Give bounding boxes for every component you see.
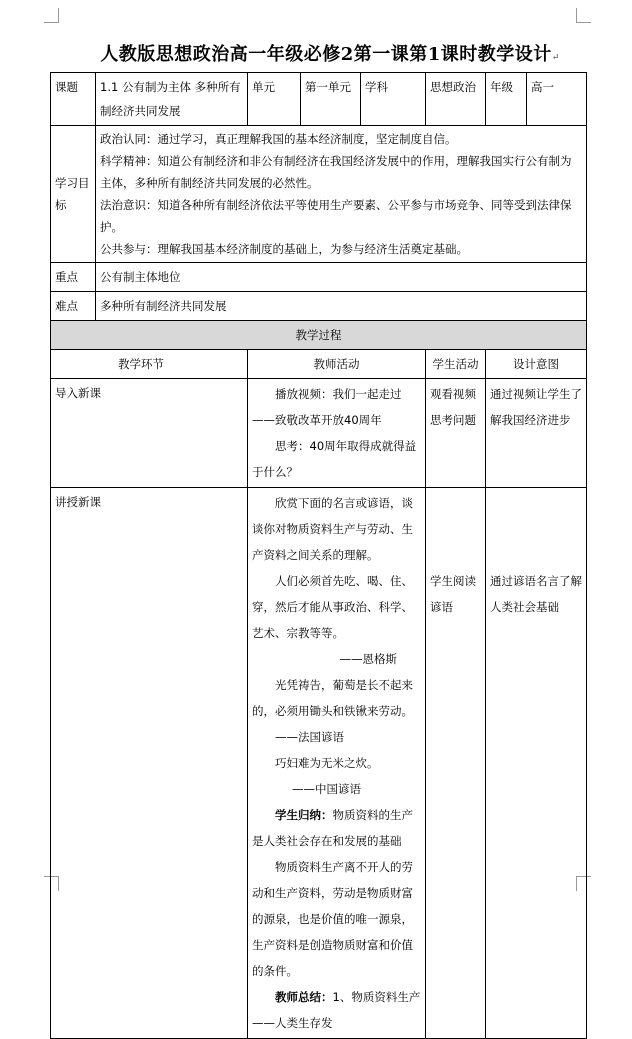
new-student [426,488,486,1039]
new-teacher-p2: 人们必须首先吃、喝、住、穿，然后才能从事政治、科学、艺术、宗教等等。 [252,574,413,640]
new-teacher-p4-src: ——中国谚语 [292,782,361,796]
grade-value: 高一 [527,73,587,126]
new-teacher-p7: 教师总结：1、物质资料生产——人类生存发 [252,990,421,1030]
objectives-content [96,126,587,263]
objectives-row [51,126,587,263]
col-header-teacher: 教师活动 [248,350,426,379]
new-teacher-p3: 光凭祷告，葡萄是长不起来的，必须用锄头和铁锹来劳动。 [252,678,413,718]
lesson-plan-table [50,72,587,1039]
new-student-item: 学生阅读谚语 [430,574,476,614]
new-intent [486,488,587,1039]
col-header-intent: 设计意图 [486,350,587,379]
intro-student-item: 思考问题 [430,413,476,427]
topic-value: 1.1 公有制为主体 多种所有制经济共同发展 [96,73,248,126]
intro-teacher [248,379,426,488]
objective-item: 政治认同：通过学习，真正理解我国的基本经济制度，坚定制度自信。 [100,132,457,146]
difficulty-value: 多种所有制经济共同发展 [96,292,587,321]
objective-item: 公共参与：理解我国基本经济制度的基础上，为参与经济生活奠定基础。 [100,242,468,256]
new-lesson-row [51,488,587,1039]
new-teacher-p1: 欣赏下面的名言或谚语，谈谈你对物质资料生产与劳动、生产资料之间关系的理解。 [252,496,413,562]
new-stage-label: 讲授新课 [55,495,101,509]
new-stage [51,488,248,1039]
intro-stage [51,379,248,488]
intro-student [426,379,486,488]
intro-row [51,379,587,488]
objectives-label: 学习目标 [51,126,96,263]
objective-item: 科学精神：知道公有制经济和非公有制经济在我国经济发展中的作用，理解我国实行公有制为主体，多种所有制经济共同发展的必然性。 [100,154,572,190]
objective-item: 法治意识：知道各种所有制经济依法平等使用生产要素、公平参与市场竞争、同等受到法律保护。 [100,198,572,234]
new-intent-text: 通过谚语名言了解人类社会基础 [490,574,582,614]
key-point-label: 重点 [51,263,96,292]
topic-label: 课题 [51,73,96,126]
intro-stage-label: 导入新课 [55,386,101,400]
process-header-row [51,321,587,350]
corner-mark-tl [44,8,59,23]
new-teacher-p2-src: ——恩格斯 [339,652,397,666]
intro-teacher-p1: 播放视频：我们一起走过——致敬改革开放40周年 [252,387,402,427]
new-teacher-p4: 巧妇难为无米之炊。 [275,756,379,770]
new-teacher-p5: 学生归纳：物质资料的生产是人类社会存在和发展的基础 [252,808,413,848]
new-teacher-p6: 物质资料生产离不开人的劳动和生产资料，劳动是物质财富的源泉，也是价值的唯一源泉，生产资料是创造物质财富和价值的条件。 [252,860,413,978]
corner-mark-tr [576,8,591,23]
key-point-value: 公有制主体地位 [96,263,587,292]
page-title: 人教版思想政治高一年级必修2第一课第1课时教学设计↵ [100,44,560,65]
info-row [51,73,587,126]
subject-label: 学科 [361,73,426,126]
col-header-stage: 教学环节 [51,350,248,379]
new-teacher [248,488,426,1039]
grade-label: 年级 [486,73,527,126]
process-header: 教学过程 [51,321,587,350]
key-point-row [51,263,587,292]
subject-value: 思想政治 [426,73,486,126]
difficulty-row [51,292,587,321]
intro-intent: 通过视频让学生了解我国经济进步 [486,379,587,488]
intro-teacher-p2: 思考：40周年取得成就得益于什么？ [252,439,417,479]
col-header-student: 学生活动 [426,350,486,379]
unit-value: 第一单元 [301,73,361,126]
unit-label: 单元 [248,73,301,126]
column-header-row [51,350,587,379]
intro-student-item: 观看视频 [430,387,476,401]
new-teacher-p3-src: ——法国谚语 [275,730,344,744]
difficulty-label: 难点 [51,292,96,321]
